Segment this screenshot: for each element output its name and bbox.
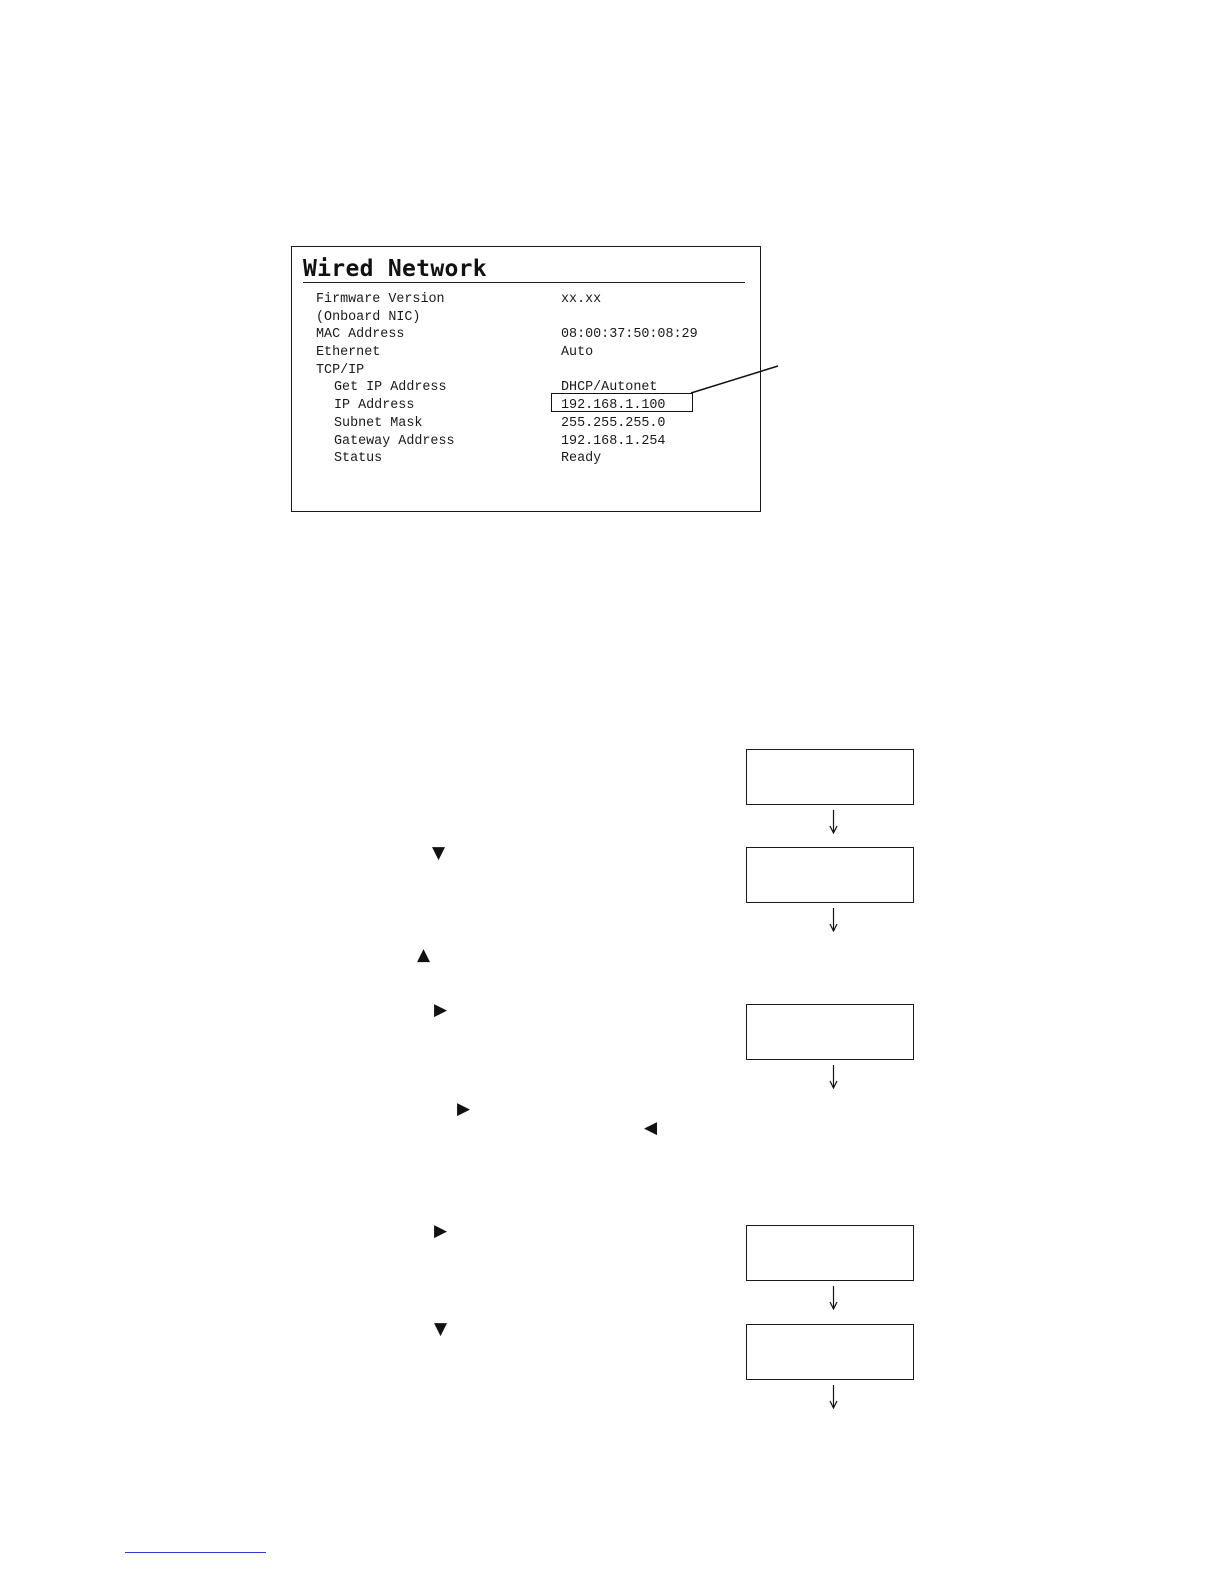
report-row-subnet-mask: [292, 415, 760, 433]
down-arrow-icon: [829, 1065, 838, 1089]
row-label: (Onboard NIC): [316, 309, 421, 325]
row-label: Gateway Address: [334, 433, 455, 449]
wired-network-report: [291, 246, 761, 512]
right-triangle-icon: ▶: [434, 1221, 448, 1241]
row-value: DHCP/Autonet: [561, 380, 658, 396]
up-triangle-icon: ▲: [417, 945, 431, 965]
report-title: Wired Network: [303, 256, 487, 282]
report-row-ethernet: [292, 344, 760, 362]
down-triangle-icon: ▼: [432, 843, 446, 863]
row-value: Auto: [561, 345, 594, 361]
row-label: IP Address: [334, 398, 415, 414]
report-row-firmware: [292, 291, 760, 309]
right-triangle-icon: ▶: [457, 1099, 471, 1119]
ip-address-highlight-box: [551, 393, 693, 412]
ip-address-value: 192.168.1.100: [561, 398, 666, 414]
panel-display-1: [746, 749, 914, 805]
down-arrow-icon: [829, 1286, 838, 1310]
row-value: 255.255.255.0: [561, 415, 666, 431]
down-arrow-icon: [829, 810, 838, 834]
row-value: 08:00:37:50:08:29: [561, 327, 698, 343]
row-label: Get IP Address: [334, 380, 447, 396]
title-divider: [303, 282, 745, 283]
panel-display-3: [746, 1004, 914, 1060]
row-value: 192.168.1.254: [561, 433, 666, 449]
report-rows: [292, 291, 760, 468]
down-triangle-icon: ▼: [434, 1319, 448, 1339]
footer-link-underline[interactable]: [125, 1552, 266, 1553]
left-triangle-icon: ◀: [644, 1118, 658, 1138]
row-label: Firmware Version: [316, 292, 445, 307]
row-label: Status: [334, 451, 383, 467]
report-row-onboard-nic: [292, 309, 760, 327]
report-row-tcpip: [292, 362, 760, 380]
report-row-status: [292, 450, 760, 468]
down-arrow-icon: [829, 1385, 838, 1409]
panel-display-4: [746, 1225, 914, 1281]
row-label: TCP/IP: [316, 362, 365, 378]
row-value: xx.xx: [561, 292, 602, 307]
down-arrow-icon: [829, 908, 838, 932]
row-label: MAC Address: [316, 327, 405, 343]
report-row-gateway-address: [292, 433, 760, 451]
report-row-mac-address: [292, 326, 760, 344]
row-label: Subnet Mask: [334, 415, 423, 431]
row-value: Ready: [561, 451, 602, 467]
panel-display-5: [746, 1324, 914, 1380]
right-triangle-icon: ▶: [434, 1000, 448, 1020]
row-label: Ethernet: [316, 345, 381, 361]
panel-display-2: [746, 847, 914, 903]
